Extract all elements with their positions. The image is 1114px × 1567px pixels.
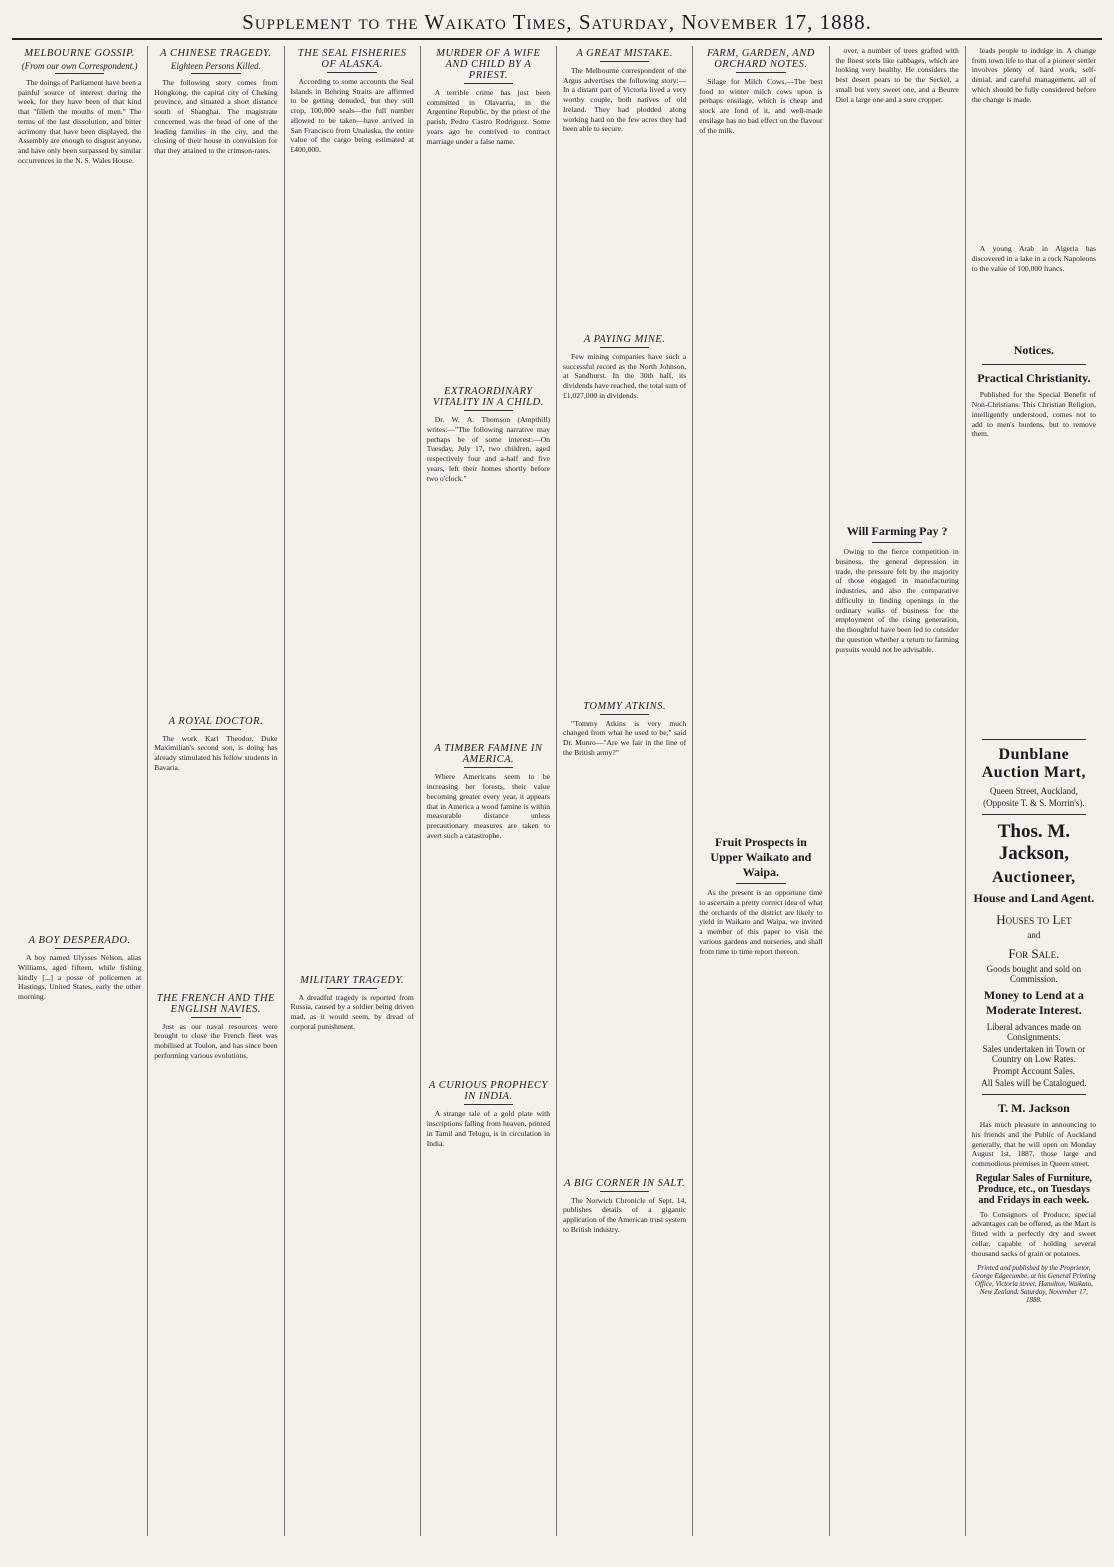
article-will-farming-pay — [836, 524, 959, 654]
article-subtitle: Eighteen Persons Killed. — [171, 61, 261, 71]
jackson-role: Auctioneer, — [992, 869, 1076, 887]
column-4 — [421, 46, 557, 1536]
consignors-body: To Consignors of Produce, special advantages can be offered, as the Mart is fitted with a perfectly dry and sweet cellar, capable of holding several thousand sacks of grain or potatoes. — [971, 1209, 1096, 1258]
article-timber-famine — [427, 743, 550, 840]
article-title: A CURIOUS PROPHECY IN INDIA. — [428, 1080, 548, 1103]
article-title: A ROYAL DOCTOR. — [168, 715, 264, 727]
article-title: MELBOURNE GOSSIP. — [24, 48, 135, 59]
article-title: A BOY DESPERADO. — [28, 935, 131, 947]
article-fruit-prospects — [699, 835, 822, 956]
article-farming-continued — [972, 46, 1096, 273]
article-tommy-atkins — [563, 701, 686, 758]
article-melbourne-gossip — [18, 48, 141, 175]
article-body: Where Americans seem to be increasing her forests, their value becoming greater every year, it appears that in America a wood famine is within measurable distance unless precautionary measures are taken to avert such a catastrophe. — [426, 772, 550, 840]
tmj-heading: T. M. Jackson — [997, 1101, 1070, 1116]
article-royal-doctor — [154, 716, 277, 773]
tmj-body: Has much pleasure in announcing to his friends and the Public of Auckland generally, that he will open on Monday August 1st, 1887, those large and commodious premises in Queen street. — [971, 1120, 1096, 1168]
for-sale: For Sale. — [1008, 946, 1060, 962]
article-body: A boy named Ulysses Nelson, alias Williams, aged fifteen, while fishing kindly [...] a posse of policemen at Hastings, United States, early the other morning. — [18, 953, 142, 1002]
article-title: THE SEAL FISHERIES OF ALASKA. — [297, 48, 407, 70]
columns — [12, 46, 1102, 1536]
article-big-corner-salt — [563, 1178, 686, 1235]
article-body: leads people to indulge in. A change from town life to that of a pioneer settler involves plenty of hard work, self-denial, and careful management, all of which should be fully considered before the change is made. — [971, 46, 1096, 104]
column-1 — [12, 46, 148, 1536]
article-chinese-tragedy — [154, 48, 277, 156]
and-text: and — [1027, 930, 1041, 941]
article-title: Fruit Prospects in Upper Waikato and Waipa. — [710, 835, 812, 880]
article-title: A CHINESE TRAGEDY. — [160, 48, 272, 59]
article-subtitle: (From our own Correspondent.) — [21, 61, 138, 71]
article-murder-by-priest — [427, 48, 550, 146]
article-body: Silage for Milch Cows.—The best food to winter milch cows upon is perhaps ensilage, which is cheap and stock are fond of it, and well-made ensilage has no bad effect on the flavour of the milk. — [699, 77, 823, 135]
article-body: Owing to the fierce competition in business, the general depression in trade, the pressure felt by the majority of those engaged in manufacturing industries, and also the comparative difficulty in finding openings in the ordinary walks of business for the employment of the rising generation, the thoughtful have been led to consider the question whether a return to farming pursuits would not be advisable. — [835, 547, 959, 654]
column-8 — [966, 46, 1102, 1536]
auction-mart-address: Queen Street, Auckland, — [989, 786, 1078, 797]
goods-commission: Goods bought and sold on Commission. — [986, 964, 1082, 985]
article-body: The Melbourne correspondent of the Argus advertises the following story:—In a distant part of Victoria lived a very worthy couple, both natives of old Ireland. They had plodded along working hard on the few acres they had been able to secure. — [563, 66, 687, 134]
article-curious-prophecy — [427, 1080, 550, 1148]
article-title: A TIMBER FAMINE IN AMERICA. — [434, 743, 543, 766]
article-body: Dr. W. A. Thomson (Ampthill) writes:—"The following narrative may perhaps be of some interest:—On Tuesday, July 17, two children, aged respectively four and a-half and five years, left their homes shortly before two o'clock." — [426, 415, 550, 483]
jackson-name: Thos. M. Jackson, — [997, 821, 1071, 865]
article-title: A BIG CORNER IN SALT. — [564, 1177, 686, 1189]
jackson-agent: House and Land Agent. — [973, 891, 1095, 906]
article-title: A GREAT MISTAKE. — [576, 48, 673, 59]
practical-christianity-body: Published for the Special Benefit of Non-Christians. This Christian Religion, intelligently understood, comes not to add to men's burdens, but to remove them. — [971, 390, 1096, 439]
article-body: The Norwich Chronicle of Sept. 14, publishes details of a gigantic application of the American trust system to British industry. — [563, 1195, 687, 1234]
column-5 — [557, 46, 693, 1536]
column-6 — [693, 46, 829, 1536]
column-3 — [285, 46, 421, 1536]
article-extraordinary-vitality — [427, 386, 550, 483]
regular-sales: Regular Sales of Furniture, Produce, etc., on Tuesdays and Fridays in each week. — [975, 1172, 1093, 1206]
printer-footer: Printed and published by the Proprietor, George Edgecumbe, at his General Printing Office, Victoria street, Hamilton, Waikato, New Zealand. Saturday, November 17, 1888. — [971, 1264, 1096, 1305]
notices-heading: Notices. — [1013, 343, 1055, 358]
article-boy-desperado — [18, 935, 141, 1002]
article-body: Few mining companies have such a successful record as the North Johnson, at Sandhurst. In the 30th half, its dividends have reached, the total sum of £1,027,000 in dividends. — [563, 352, 687, 400]
article-body: A terrible crime has just been committed in Olavarria, in the Argentine Republic, by the priest of the parish, Pedro Castro Rodriguez. Some years ago he contrived to contract marriage under a false name. — [426, 88, 550, 146]
article-farm-garden-orchard — [699, 48, 822, 135]
houses-to-let: Houses to Let — [996, 912, 1072, 928]
article-body: over, a number of trees grafted with the finest sorts like cabbages, which are looking very healthy. He considers the best desert pears to be the Seckel, a small but very sweet one, and a Beurre Diel a large one and a sure cropper. — [835, 46, 959, 104]
article-title: FARM, GARDEN, AND ORCHARD NOTES. — [706, 48, 815, 70]
article-body: A dreadful tragedy is reported from Russia, caused by a soldier being driven mad, as it would seem, by dread of corporal punishment. — [290, 992, 414, 1031]
article-paying-mine — [563, 334, 686, 401]
article-body: The following story comes from Hongkong, the capital city of Cheking province, and situated a short distance south of Shanghai. The magistrate concerned was the head of one of the leading families in the city, and the closing of their house in convulsion for that they attained to the crimson-rates. — [154, 78, 278, 156]
article-body: The work Karl Theodor, Duke Maximilian's second son, is doing has already stimulated his fellow students in Bavaria. — [154, 733, 278, 772]
auction-mart-opposite: (Opposite T. & S. Morrin's). — [983, 798, 1085, 809]
article-title: MURDER OF A WIFE AND CHILD BY A PRIEST. — [436, 48, 541, 81]
auction-mart-name: Dunblane Auction Mart, — [981, 746, 1086, 782]
liberal-advances: Liberal advances made on Consignments. — [986, 1022, 1081, 1043]
column-2 — [148, 46, 284, 1536]
article-body: Just as our naval resources were brought to close the French fleet was mobilised at Toulon, and has since been performing various evolutions. — [154, 1021, 278, 1060]
article-military-tragedy — [291, 975, 414, 1032]
money-to-lend: Money to Lend at a Moderate Interest. — [983, 988, 1084, 1018]
article-body-2: A young Arab in Algeria has discovered in a lake in a rock Napoleons to the value of 100,000 francs. — [971, 244, 1096, 273]
article-title: THE FRENCH AND THE ENGLISH NAVIES. — [156, 992, 275, 1015]
article-title: TOMMY ATKINS. — [583, 700, 666, 712]
prompt-sales: Prompt Account Sales. — [992, 1066, 1075, 1077]
article-body: "Tommy Atkins is very much changed from what he used to be," said Dr. Munro—"Are we fair in the line of the British army?" — [563, 718, 687, 757]
article-body: According to some accounts the Seal Islands in Behring Straits are affirmed to be getting denuded, but they still crop, 100,000 seals—the full number allowed to be taken—have arrived in San Francisco from Unalaska, the entire value of the cargo being estimated at £400,000. — [290, 77, 414, 155]
article-title: Will Farming Pay ? — [846, 524, 948, 539]
article-title: EXTRAORDINARY VITALITY IN A CHILD. — [432, 386, 544, 409]
article-body: As the present is an opportune time to ascertain a pretty correct idea of what the orchards of the district are likely to yield in Waikato and Waipa, we invited a member of this paper to visit the various gardens and nurseries, and shall from time to time report thereon. — [699, 888, 823, 956]
article-body: The doings of Parliament have been a painful source of interest during the week, for they have been of that kind that "filleth the mouths of men." The terms of the last dissolution, and bitter acrimony that have been displayed, the Assembly are enough to disgust anyone, and have only been surpassed by similar occurrences in the N. S. Wales House. — [18, 78, 142, 165]
article-title: MILITARY TRAGEDY. — [300, 974, 405, 986]
article-orchard-continued — [836, 46, 959, 104]
article-body: A strange tale of a gold plate with inscriptions falling from heaven, printed in Tamil and Telugu, is in circulation in India. — [426, 1109, 550, 1148]
newspaper-page — [12, 6, 1102, 1551]
masthead: Supplement to the Waikato Times, Saturday, November 17, 1888. — [12, 6, 1102, 40]
column-7 — [830, 46, 966, 1536]
article-seal-fisheries — [291, 48, 414, 155]
practical-christianity-title: Practical Christianity. — [977, 371, 1091, 386]
article-body-continued — [18, 165, 141, 175]
article-french-english-navies — [154, 993, 277, 1061]
article-great-mistake — [563, 48, 686, 134]
catalogued-sales: All Sales will be Catalogued. — [981, 1078, 1087, 1089]
article-title: A PAYING MINE. — [583, 334, 666, 346]
sales-undertaken: Sales undertaken in Town or Country on Low Rates. — [982, 1044, 1086, 1065]
